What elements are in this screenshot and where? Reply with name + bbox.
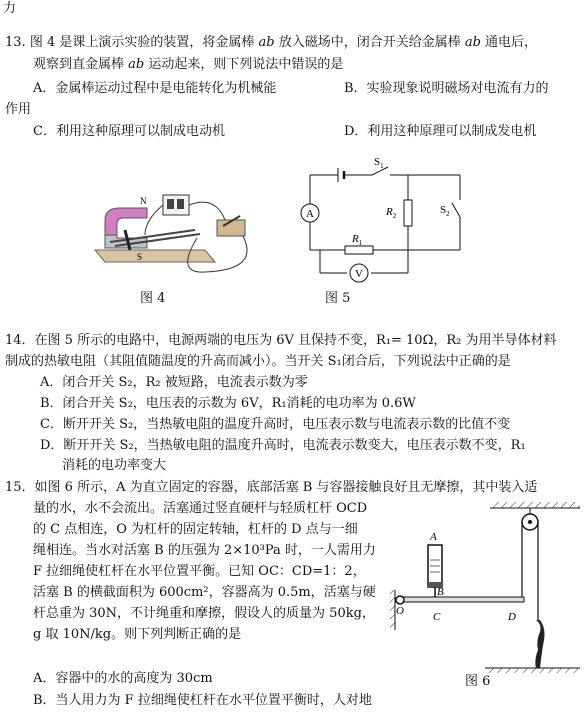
q14-stem-line1: 14．在图 5 所示的电路中，电源两端的电压为 6V 且保持不变，R₁= 10Ω，R₂ 为用半导体材料 (5, 333, 557, 348)
ceiling (490, 502, 580, 508)
label-o: O (396, 605, 404, 617)
q14-stem-line2: 制成的热敏电阻（其阻值随温度的升高而减小）。当开关 S₁闭合后，下列说法中正确的是 (5, 354, 511, 369)
q13-stem-line1 (5, 34, 537, 52)
wall (390, 590, 395, 630)
q14-option-c: C．断开开关 S₂，当热敏电阻的温度升高时，电压表示数与电流表示数的比值不变 (40, 417, 511, 432)
q14-option-d-line2: 消耗的电功率变大 (62, 458, 167, 473)
q13-option-b-cont: 作用 (5, 102, 32, 117)
resistor-r1 (345, 246, 373, 254)
s2-label: $S_2$ (440, 204, 450, 218)
wire (145, 205, 163, 235)
q14-option-d-line1: D．断开开关 S₂，当热敏电阻的温度升高时，电流表示数变大，电压表示数不变，R₁ (40, 438, 526, 453)
wire (189, 202, 225, 220)
label-n: N (140, 196, 147, 206)
q13-text: 运动起来，则下列说法中错误的是 (144, 57, 344, 72)
leftover-char: 力 (3, 1, 17, 16)
q15-stem-line1: 15．如图 6 所示，A 为直立固定的容器，底部活塞 B 与容器接触良好且无摩擦，其中装入适 (5, 480, 538, 495)
var-ab: ab (464, 35, 481, 50)
label-c: C (433, 611, 441, 623)
q13-option-a: A．金属棒运动过程中是电能转化为机械能 (33, 81, 277, 96)
figure-6-lever (390, 500, 582, 675)
q15-stem-line7: 杆总重为 30N，不计绳重和摩擦，假设人的质量为 50kg， (33, 606, 375, 621)
q13-text: 放入磁场中，闭合开关给金属棒 (274, 35, 465, 50)
figure-4-caption: 图 4 (140, 291, 166, 306)
label-b: B (437, 586, 444, 598)
figure-5-circuit (290, 155, 470, 285)
q13-stem-line2 (33, 56, 343, 74)
ammeter-label: A (306, 208, 314, 220)
q15-option-a: A．容器中的水的高度为 30cm (33, 671, 213, 686)
figure-6-caption: 图 6 (465, 674, 491, 689)
q13-option-b: B．实验现象说明磁场对电流有力的 (344, 81, 549, 96)
q13-text: 观察到直金属棒 (33, 57, 129, 72)
figure-5-caption: 图 5 (325, 291, 351, 306)
q13-text: 通电后， (480, 35, 538, 50)
var-ab: ab (258, 35, 275, 50)
q15-stem-line8: g 取 10N/kg。则下列判断正确的是 (33, 627, 242, 642)
s1-label: $S_1$ (374, 156, 384, 170)
ground (485, 668, 580, 673)
figure-4-apparatus (85, 190, 265, 280)
battery-cell (177, 199, 184, 209)
battery-cell (167, 199, 174, 209)
label-s: S (137, 252, 143, 262)
q15-stem-line3: 的 C 点相连，O 为杠杆的固定转轴，杠杆的 D 点与一细 (33, 522, 358, 537)
base-board (95, 250, 215, 262)
q13-text: 图 4 是课上演示实验的装置，将金属棒 (29, 35, 259, 50)
battery-box (163, 195, 189, 215)
q13-number: 13. (5, 35, 26, 50)
var-ab: ab (128, 57, 145, 72)
lever-ocd (404, 597, 524, 602)
r2-label: $R_2$ (386, 206, 397, 220)
pivot-o (396, 596, 404, 604)
q15-stem-line5: F 拉细绳使杠杆在水平位置平衡。已知 OC：CD=1：2， (33, 564, 366, 579)
q15-stem-line4: 绳相连。当水对活塞 B 的压强为 2×10³Pa 时，一人需用力 (33, 543, 376, 558)
q15-stem-line6: 活塞 B 的横截面积为 600cm²，容器高为 0.5m，活塞与硬 (33, 585, 376, 600)
person-figure (535, 620, 544, 668)
label-a: A (430, 531, 437, 543)
voltmeter-label: V (355, 268, 363, 280)
q14-option-b: B．闭合开关 S₂，电压表的示数为 6V，R₁消耗的电功率为 0.6W (40, 396, 416, 411)
q13-option-c: C．利用这种原理可以制成电动机 (33, 124, 225, 139)
q13-option-d: D．利用这种原理可以制成发电机 (344, 124, 537, 139)
switch-s2 (452, 203, 460, 217)
q15-stem-line2: 量的水，水不会流出。活塞通过竖直硬杆与轻质杠杆 OCD (33, 501, 368, 516)
label-d: D (508, 611, 516, 623)
q15-option-b: B．当人用力为 F 拉细绳使杠杆在水平位置平衡时，人对地 (33, 693, 372, 708)
r1-label: $R_1$ (352, 233, 363, 247)
q14-option-a: A．闭合开关 S₂，R₂ 被短路，电流表示数为零 (40, 375, 308, 390)
resistor-r2 (404, 200, 412, 226)
